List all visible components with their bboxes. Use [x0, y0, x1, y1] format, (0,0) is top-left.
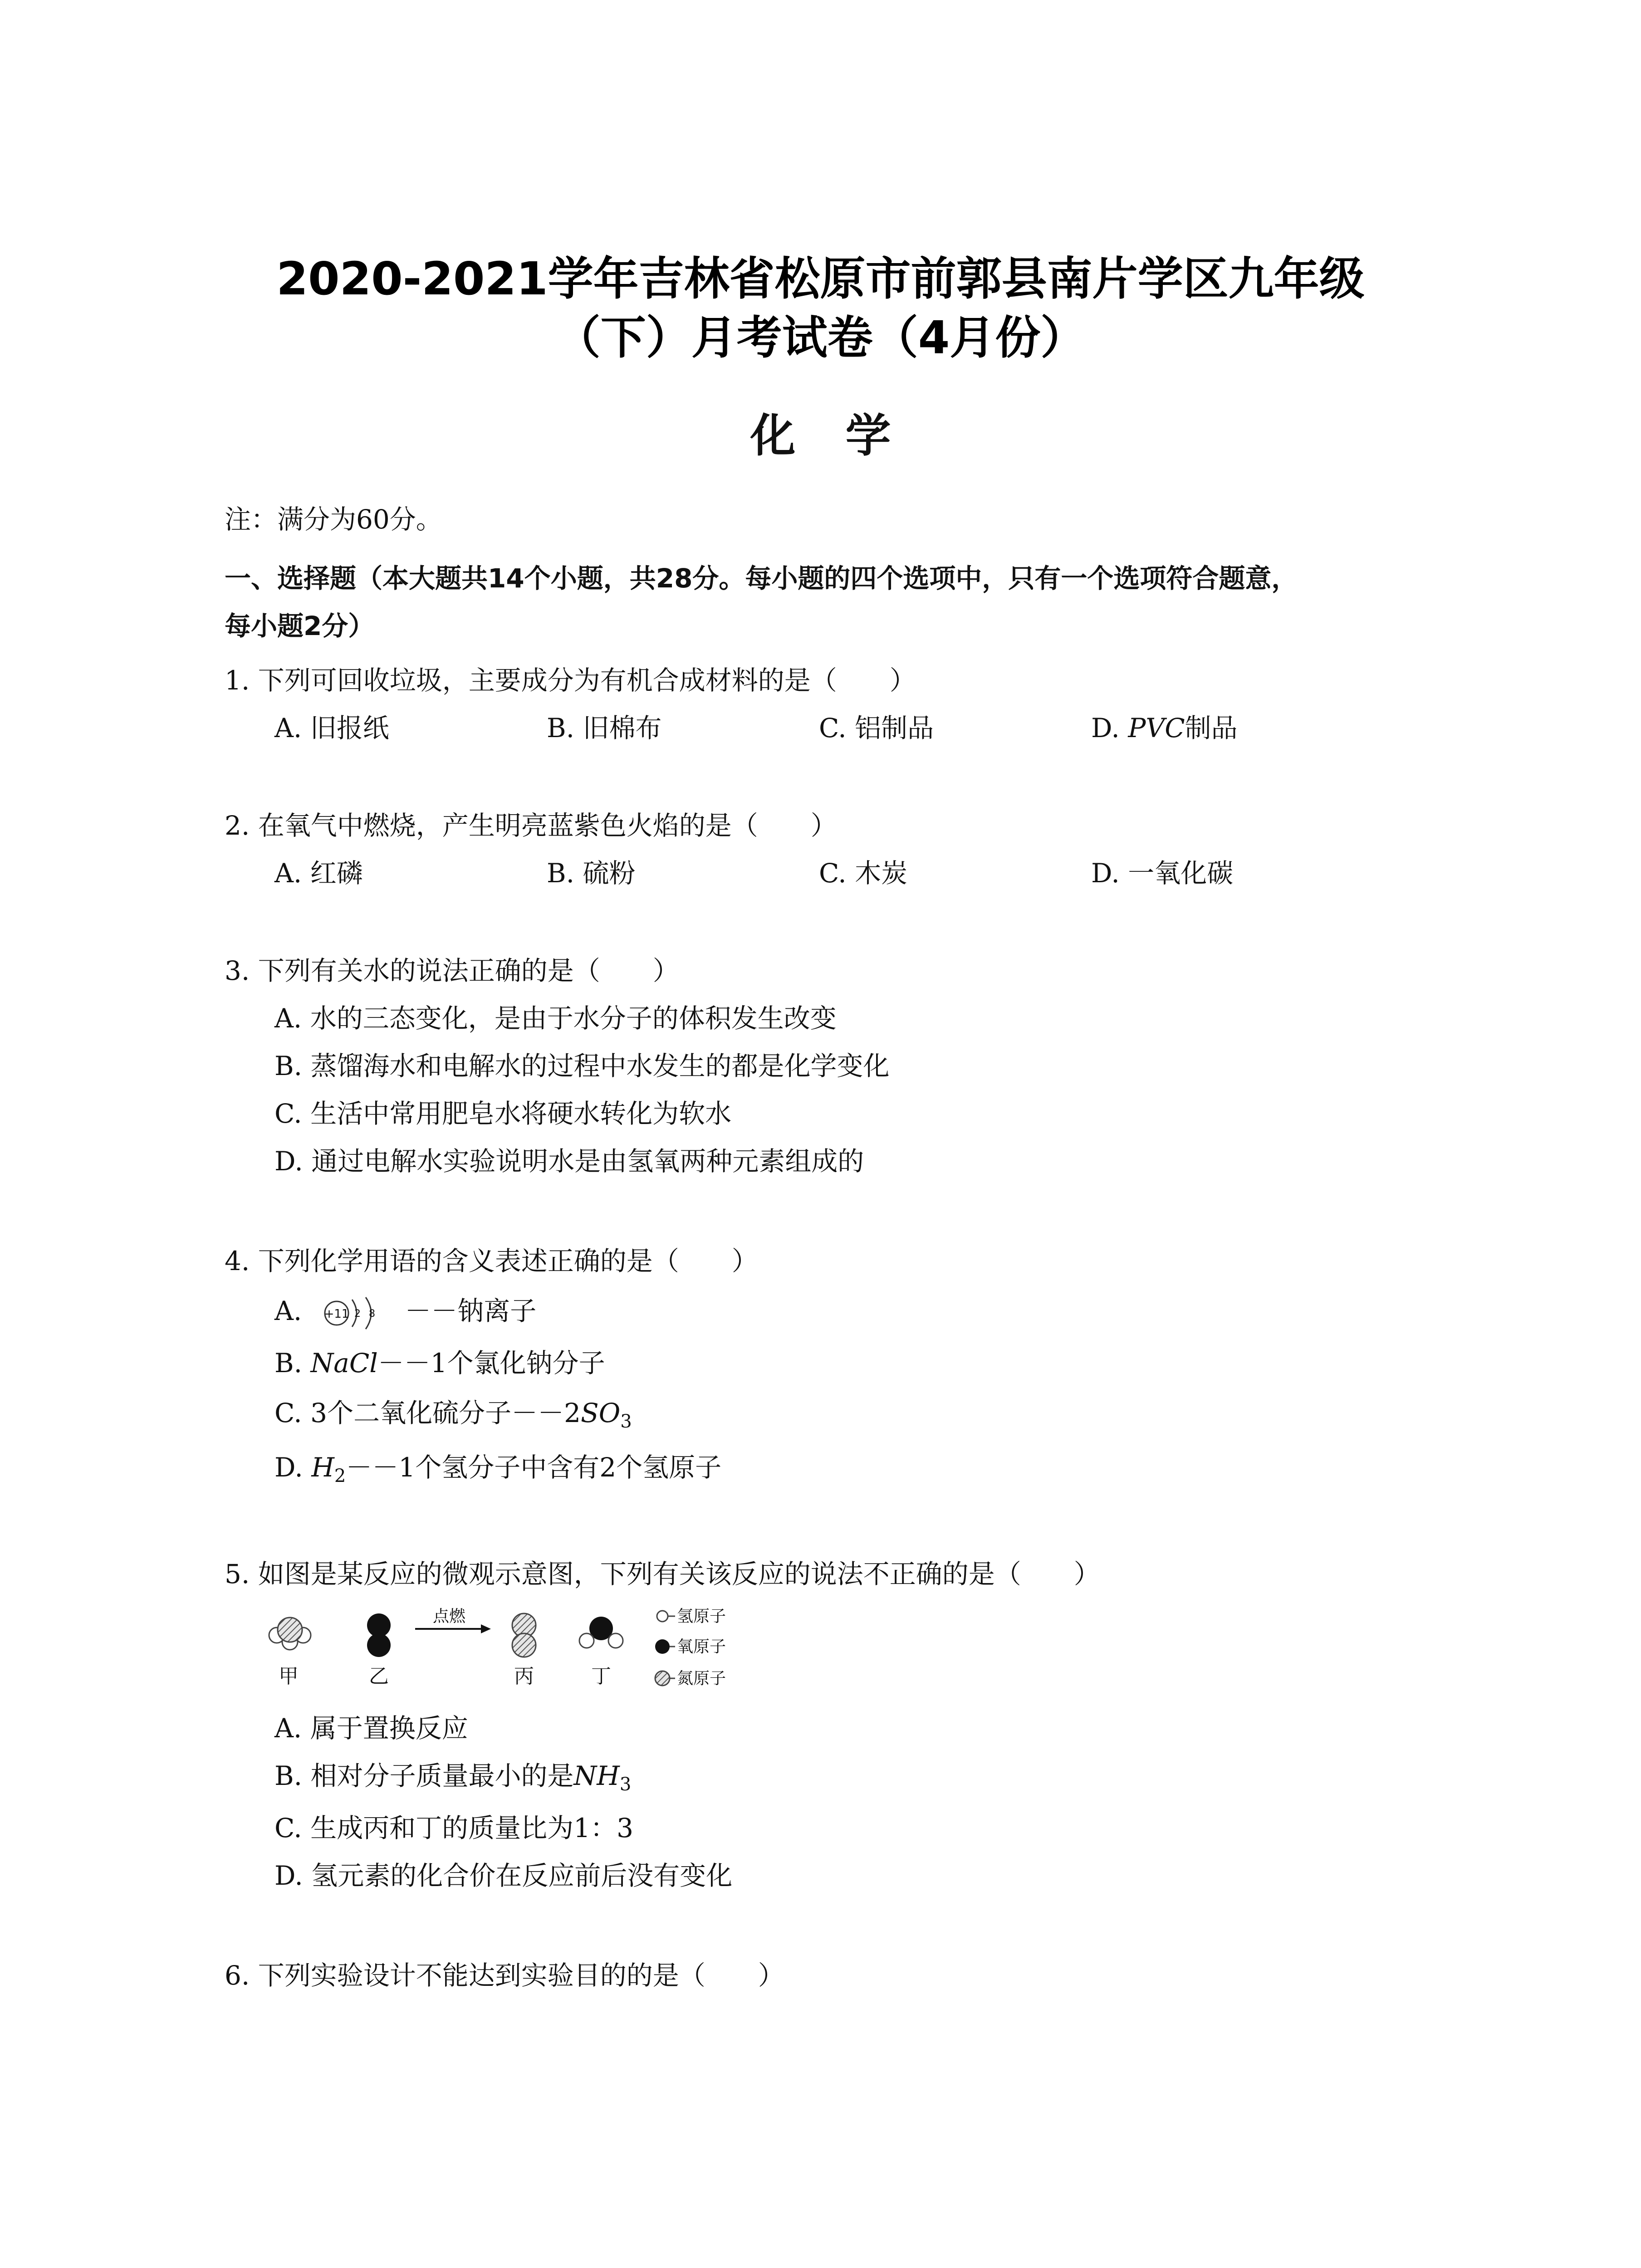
legend-nitrogen: 氮原子: [677, 1669, 726, 1688]
section-heading-line2: 每小题2分）: [225, 611, 375, 641]
score-note: 注：满分为60分。: [225, 504, 442, 535]
label-yi: 乙: [369, 1665, 389, 1688]
exam-title-line1: 2020-2021学年吉林省松原市前郭县南片学区九年级: [276, 252, 1365, 305]
molecule-yi: [367, 1613, 391, 1657]
reaction-arrow-head: [481, 1624, 491, 1633]
question-1-option-c: C. 铝制品: [819, 713, 934, 743]
molecule-bing: [512, 1613, 536, 1657]
question-2-option-a: A. 红磷: [274, 858, 363, 889]
option-a-label: A.: [274, 1295, 302, 1327]
question-2-option-c: C. 木炭: [819, 858, 908, 889]
question-1-option-d: [1091, 712, 1238, 744]
option-d-formula: PVC: [1128, 713, 1185, 743]
reaction-micro-diagram: [268, 1603, 803, 1703]
question-1-option-b: B. 旧棉布: [547, 713, 662, 743]
question-4-stem: 4. 下列化学用语的含义表述正确的是（ ）: [225, 1246, 758, 1276]
question-2-stem: 2. 在氧气中燃烧，产生明亮蓝紫色火焰的是（ ）: [225, 810, 837, 841]
sodium-ion-structure-diagram: [319, 1293, 392, 1334]
shell-1-electrons: 2: [354, 1308, 361, 1320]
figure-legend: [655, 1607, 726, 1688]
option-b-subscript: 3: [619, 1774, 632, 1795]
option-d-label: D.: [1091, 713, 1128, 743]
option-b-formula: NaCl: [310, 1348, 378, 1378]
option-b-text: －－1个氯化钠分子: [377, 1348, 605, 1378]
shell-2-electrons: 8: [368, 1308, 375, 1320]
option-c-text: C. 3个二氧化硫分子－－2: [274, 1398, 581, 1428]
subject-heading: 化学: [750, 409, 941, 462]
question-3-stem: 3. 下列有关水的说法正确的是（ ）: [225, 955, 679, 986]
question-2-option-d: D. 一氧化碳: [1091, 858, 1234, 889]
label-jia: 甲: [279, 1665, 299, 1688]
question-4-option-c: [274, 1397, 632, 1437]
nucleus-charge: +11: [324, 1307, 349, 1321]
option-b-formula: NH: [573, 1760, 620, 1791]
option-c-formula: SO: [581, 1398, 621, 1428]
question-5-option-c: C. 生成丙和丁的质量比为1：3: [274, 1813, 633, 1843]
label-bing: 丙: [514, 1665, 534, 1688]
question-3-option-a: A. 水的三态变化，是由于水分子的体积发生改变: [274, 1003, 837, 1034]
molecule-ding: [579, 1617, 623, 1648]
arrow-condition: 点燃: [432, 1607, 466, 1626]
question-4-option-d: [274, 1452, 721, 1492]
question-5-stem: 5. 如图是某反应的微观示意图，下列有关该反应的说法不正确的是（ ）: [225, 1559, 1100, 1589]
question-4-option-b: [274, 1347, 605, 1379]
option-a-text: －－钠离子: [405, 1295, 537, 1327]
question-6-stem: 6. 下列实验设计不能达到实验目的的是（ ）: [225, 1960, 784, 1991]
label-ding: 丁: [591, 1665, 611, 1688]
question-1-stem: 1. 下列可回收垃圾，主要成分为有机合成材料的是（ ）: [225, 665, 916, 696]
legend-oxygen: 氧原子: [677, 1637, 726, 1656]
option-d-label: D.: [274, 1452, 312, 1483]
question-3-option-c: C. 生活中常用肥皂水将硬水转化为软水: [274, 1098, 732, 1129]
legend-hydrogen: 氢原子: [677, 1607, 726, 1626]
exam-title-line2: （下）月考试卷（4月份）: [555, 311, 1086, 364]
option-d-text: 制品: [1185, 713, 1238, 743]
option-b-label: B.: [274, 1348, 311, 1378]
option-b-text: B. 相对分子质量最小的是: [274, 1760, 574, 1791]
question-3-option-d: D. 通过电解水实验说明水是由氢氧两种元素组成的: [274, 1146, 864, 1177]
molecule-jia: [269, 1618, 311, 1650]
section-heading-line1: 一、选择题（本大题共14个小题，共28分。每小题的四个选项中，只有一个选项符合题意，: [225, 563, 1298, 594]
question-3-option-b: B. 蒸馏海水和电解水的过程中水发生的都是化学变化: [274, 1051, 890, 1081]
question-5-option-a: A. 属于置换反应: [274, 1713, 468, 1744]
question-5-option-b: [274, 1760, 631, 1800]
question-4-option-a: [274, 1293, 536, 1334]
question-1-option-a: A. 旧报纸: [274, 713, 389, 743]
question-5-option-d: D. 氢元素的化合价在反应前后没有变化: [274, 1860, 733, 1891]
question-2-option-b: B. 硫粉: [547, 858, 636, 889]
option-d-text: －－1个氢分子中含有2个氢原子: [346, 1452, 722, 1483]
option-c-subscript: 3: [620, 1411, 632, 1432]
option-d-subscript: 2: [334, 1466, 346, 1486]
option-d-formula: H: [311, 1452, 334, 1483]
